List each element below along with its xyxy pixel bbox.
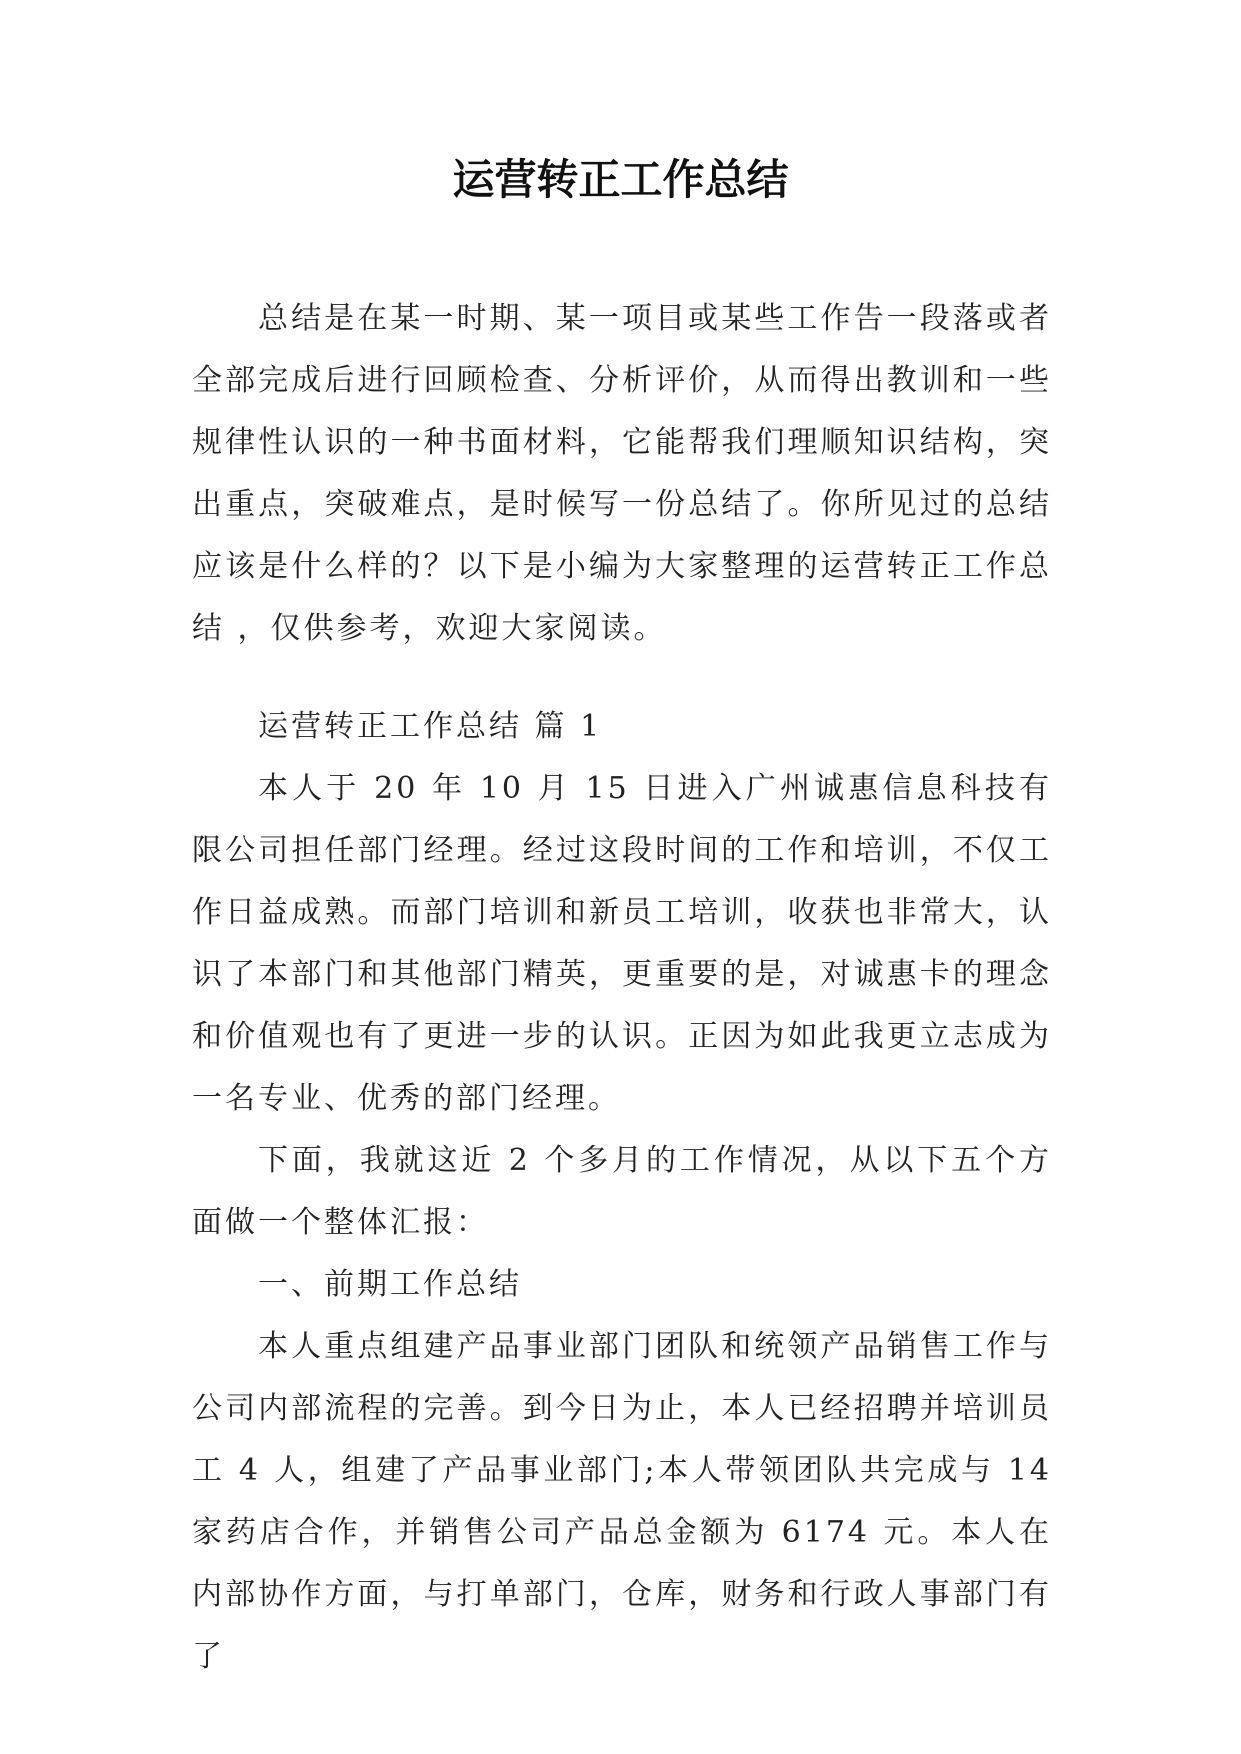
intro-paragraph: 总结是在某一时期、某一项目或某些工作告一段落或者全部完成后进行回顾检查、分析评价，从而得出教训和一些规律性认识的一种书面材料，它能帮我们理顺知识结构，突出重点，突破难点，是时候写一份总结了。你所见过的总结应该是什么样的？以下是小编为大家整理的运营转正工作总结 ，仅供参考，欢迎大家阅读。 <box>192 301 1052 646</box>
section-heading: 运营转正工作总结 篇 1 <box>258 709 603 744</box>
paragraph-2: 下面，我就这近 2 个多月的工作情况，从以下五个方面做一个整体汇报： <box>192 1143 1052 1240</box>
intro-section <box>192 288 1052 660</box>
paragraph-3-heading: 一、前期工作总结 <box>258 1267 522 1302</box>
paragraph-4: 本人重点组建产品事业部门团队和统领产品销售工作与公司内部流程的完善。到今日为止，本人已经招聘并培训员工 4 人，组建了产品事业部门;本人带领团队共完成与 14 家药店合作，并销售公司产品总金额为 6174 元。本人在内部协作方面，与打单部门，仓库，财务和行政人事部门有了 <box>192 1329 1052 1674</box>
paragraph-1: 本人于 20 年 10 月 15 日进入广州诚惠信息科技有限公司担任部门经理。经过这段时间的工作和培训，不仅工作日益成熟。而部门培训和新员工培训，收获也非常大，认识了本部门和其他部门精英，更重要的是，对诚惠卡的理念和价值观也有了更进一步的认识。正因为如此我更立志成为一名专业、优秀的部门经理。 <box>192 771 1052 1116</box>
document-title: 运营转正工作总结 <box>452 155 789 204</box>
body-section <box>192 696 1052 1688</box>
